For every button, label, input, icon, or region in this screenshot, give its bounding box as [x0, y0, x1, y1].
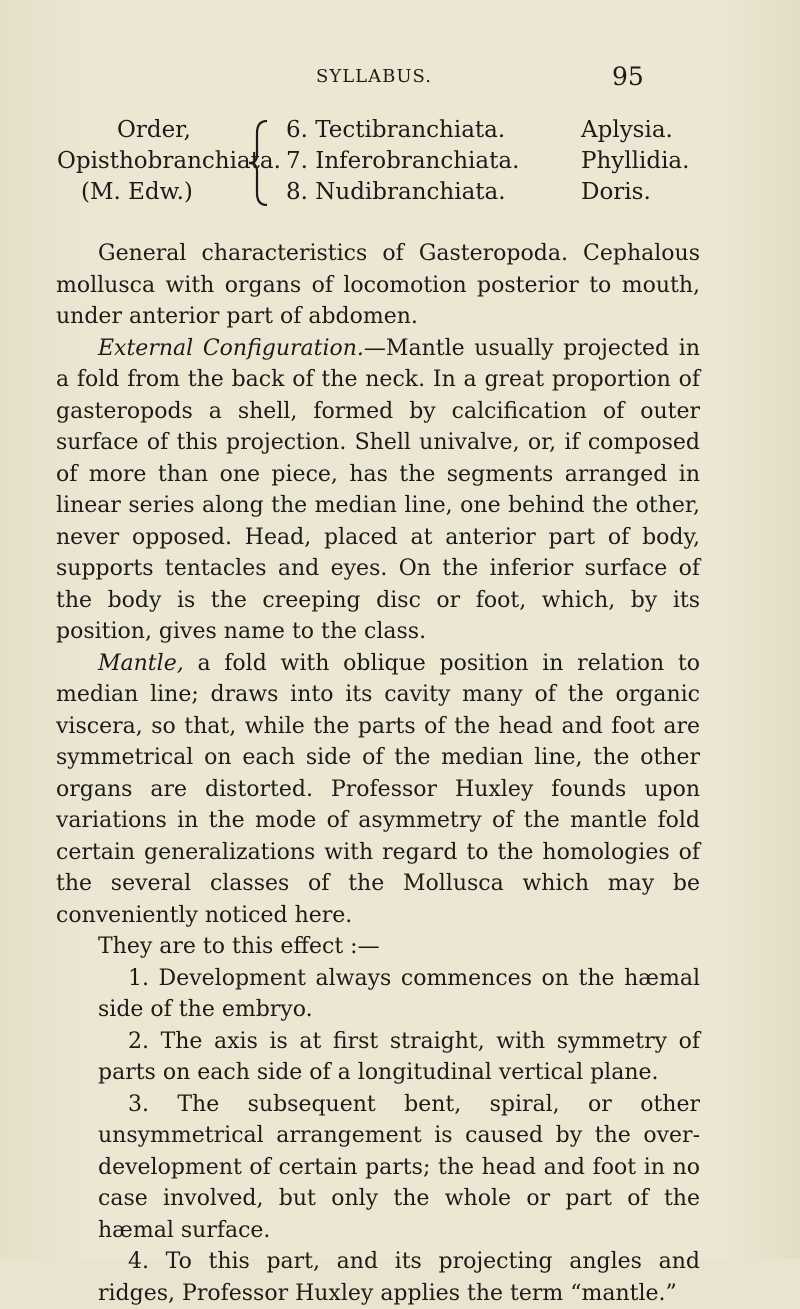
- genus-item: Doris.: [581, 179, 651, 205]
- order-label: Order,: [117, 117, 191, 143]
- mantle-heading: Mantle,: [98, 650, 184, 676]
- suborder-item: 7. Inferobranchiata.: [286, 148, 520, 174]
- external-configuration-heading: External Configuration.: [98, 335, 364, 361]
- general-paragraph: General characteristics of Gasteropoda. Cephalous mollusca with organs of locomotion posterior to mouth, under anterior part of abdomen.: [56, 241, 700, 329]
- mantle-text: a fold with oblique position in relation to median line; draws into its cavity many of the organic viscera, so that, while the parts of the head and foot are symmetrical on each side of the median line, the other organs are distorted. Professor Huxley founds upon variations in the mode of asymmetry of the mantle fold certain generalizations with regard to the homologies of the several classes of the Mollusca which may be conveniently noticed here.: [56, 650, 700, 928]
- suborder-column: [286, 115, 519, 208]
- numbered-item: 1. Development always commences on the hæmal side of the embryo.: [98, 965, 700, 1022]
- order-name: Opisthobranchiata.: [57, 148, 281, 174]
- genus-item: Phyllidia.: [581, 148, 690, 174]
- body-text: [56, 238, 700, 1309]
- order-authority: (M. Edw.): [81, 179, 193, 205]
- running-head: SYLLABUS.: [316, 66, 432, 87]
- genus-column: [581, 115, 689, 208]
- genus-item: Aplysia.: [581, 117, 673, 143]
- page-header: [0, 62, 800, 92]
- classification-table: [0, 115, 800, 235]
- effect-line: They are to this effect :—: [98, 934, 380, 959]
- suborder-item: 8. Nudibranchiata.: [286, 179, 506, 205]
- page-number: 95: [612, 62, 644, 91]
- numbered-item: 4. To this part, and its projecting angles and ridges, Professor Huxley applies the term “mantle.”: [98, 1249, 700, 1306]
- numbered-item: 2. The axis is at first straight, with symmetry of parts on each side of a longitudinal vertical plane.: [98, 1028, 700, 1085]
- external-configuration-text: —Mantle usually projected in a fold from the back of the neck. In a great proportion of gasteropods a shell, formed by calcification of outer surface of this projection. Shell univalve, or, if composed of more than one piece, has the segments arranged in linear series along the median line, one behind the other, never opposed. Head, placed at anterior part of body, supports tentacles and eyes. On the inferior surface of the body is the creeping disc or foot, which, by its position, gives name to the class.: [56, 335, 701, 644]
- mantle-paragraph: [56, 648, 700, 932]
- curly-brace-icon: [247, 119, 273, 207]
- external-configuration-paragraph: [56, 333, 700, 648]
- numbered-item: 3. The subsequent bent, spiral, or other unsymmetrical arrangement is caused by the over-development of certain parts; the head and foot in no case involved, but only the whole or part of the hæmal surface.: [98, 1091, 700, 1243]
- suborder-item: 6. Tectibranchiata.: [286, 117, 506, 143]
